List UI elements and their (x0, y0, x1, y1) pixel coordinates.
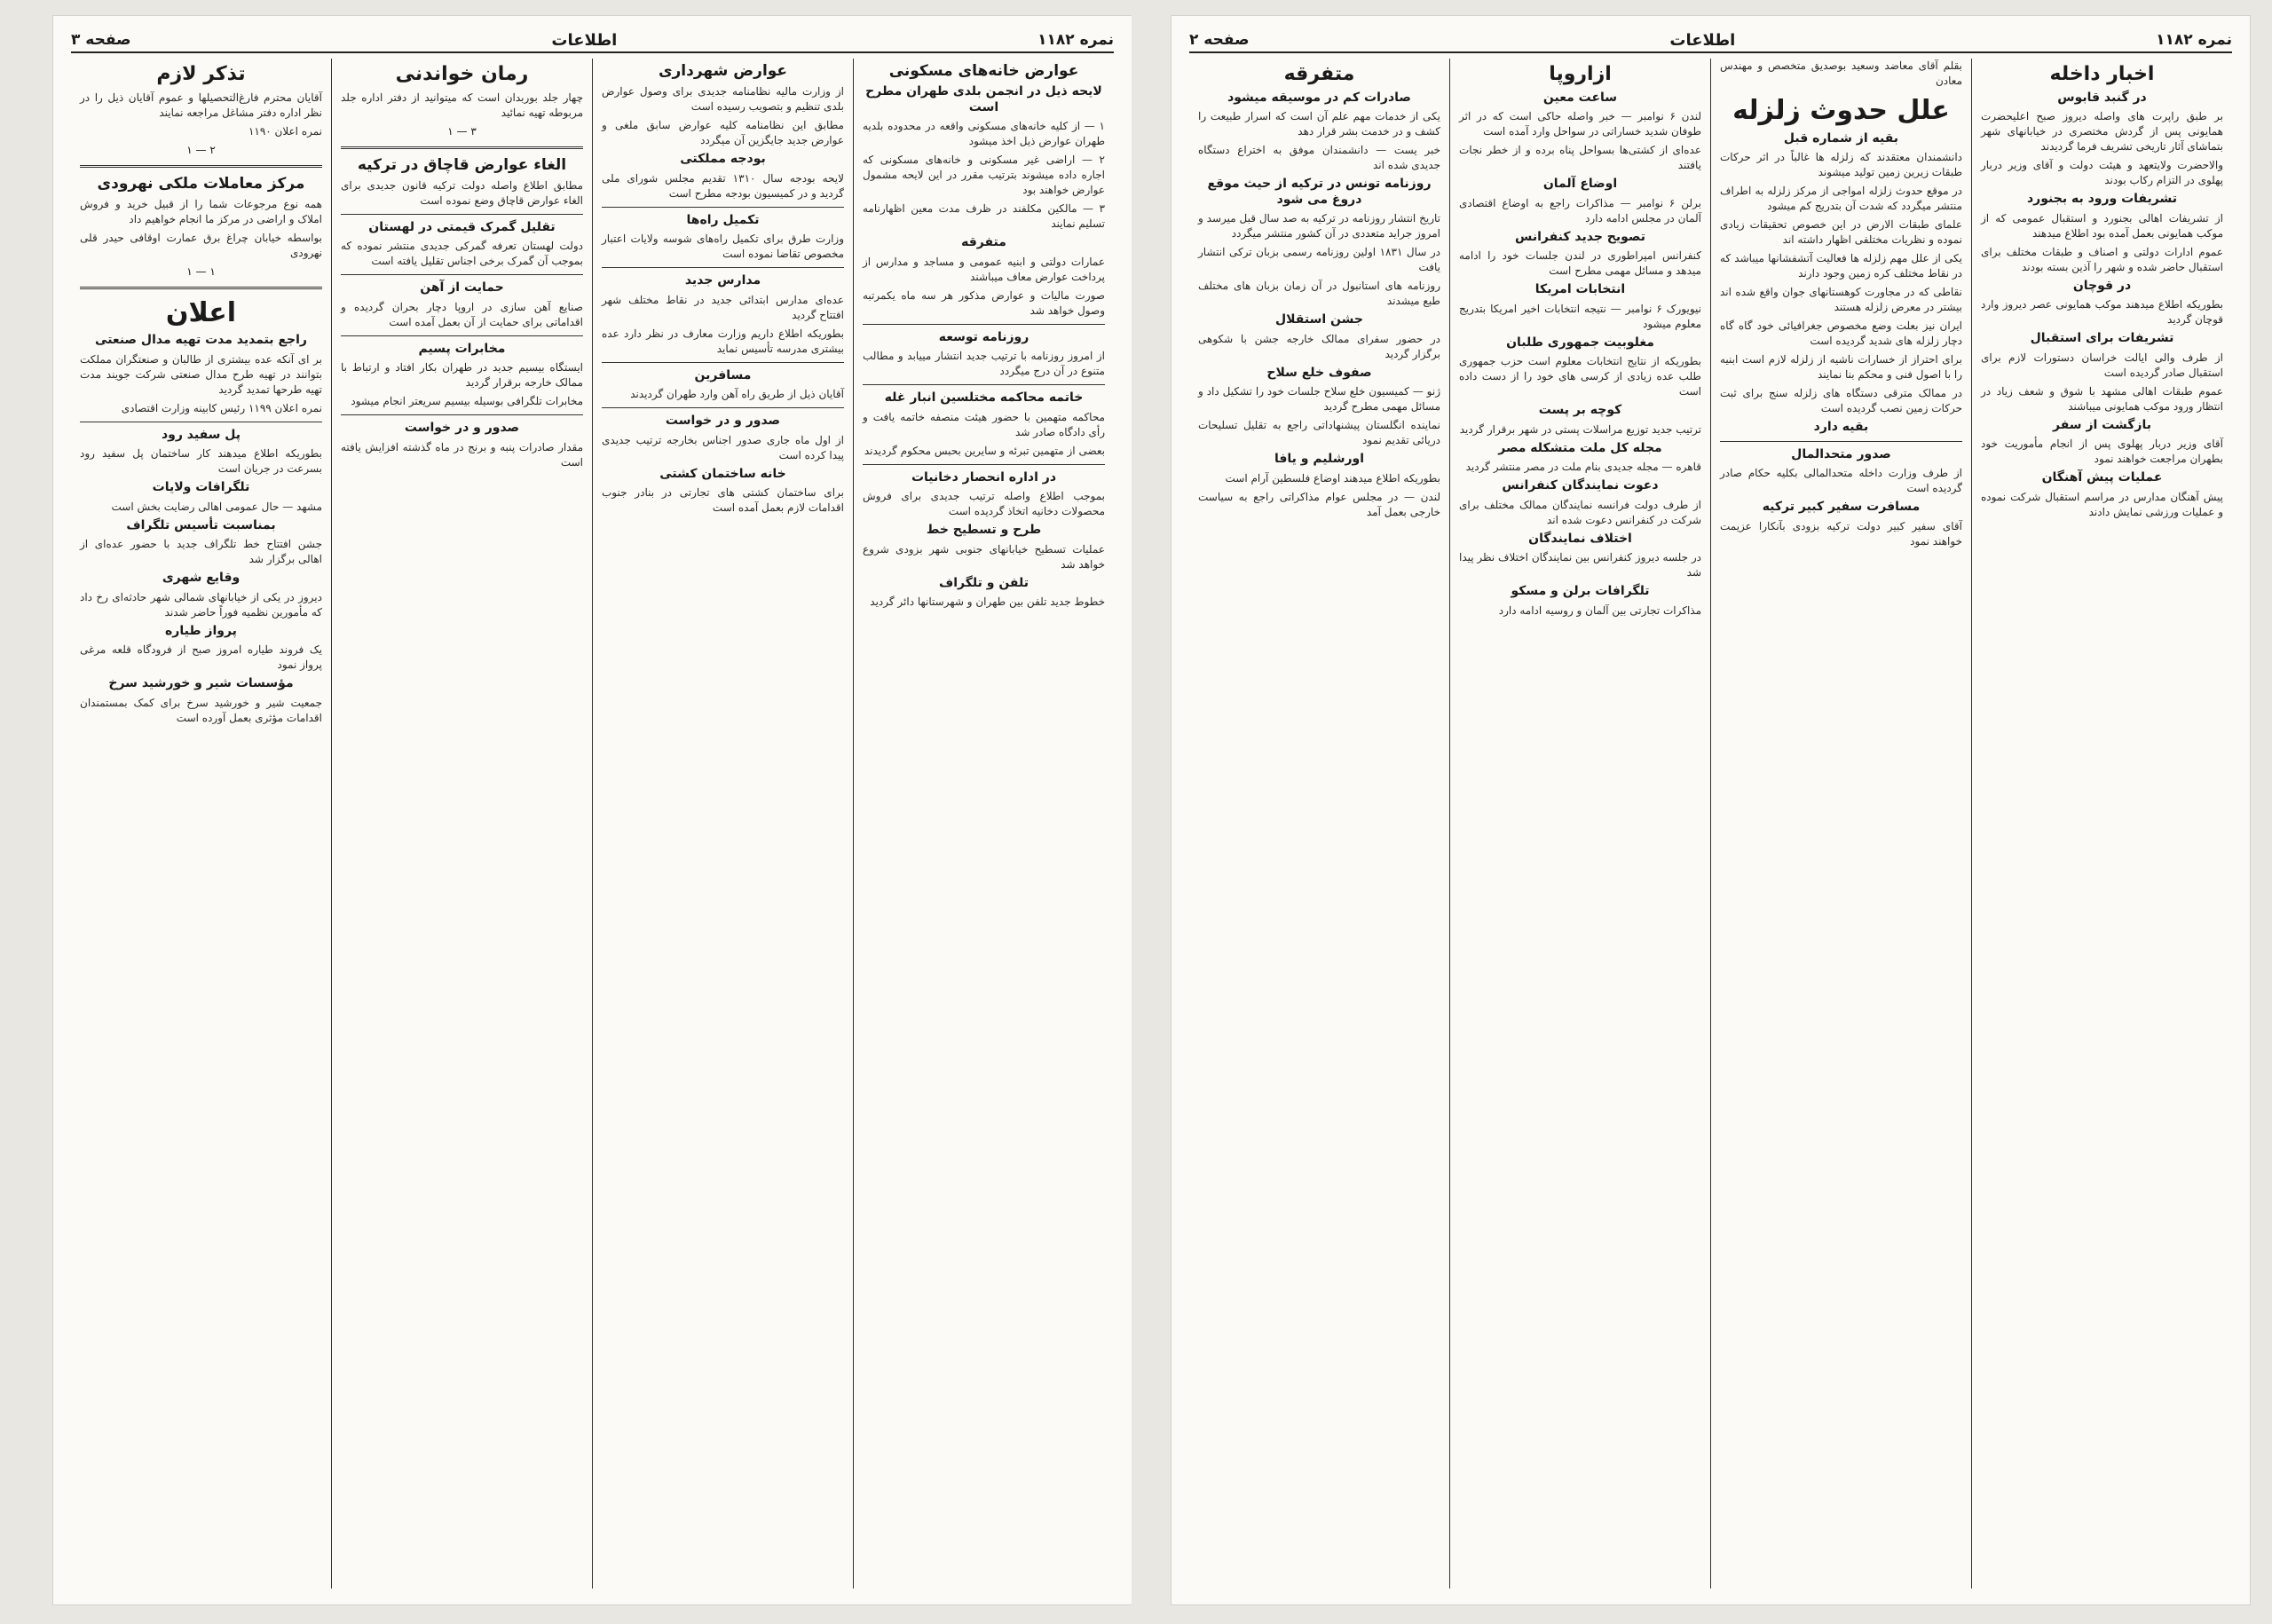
article-headline: ازاروپا (1549, 63, 1612, 85)
article-paragraph: وزارت طرق برای تکمیل راه‌های شوسه ولایات اعتبار مخصوص تقاضا نموده است (602, 233, 844, 261)
article-headline: صفوف خلع سلاح (1266, 365, 1372, 380)
article-paragraph: بطوریکه اطلاع میدهند اوضاع فلسطین آرام است (1225, 471, 1440, 485)
article-headline: بقیه از شماره قبل (1783, 130, 1899, 146)
article-paragraph: بر ای آنکه عده بیشتری از طالبان و صنعتگران مملکت بتوانند در تهیه طرح مدال صنعتی شرکت جویند مدت تهیه طرحها تمدید گردید (80, 352, 322, 396)
column-container (71, 59, 1114, 1589)
section-divider (341, 335, 583, 336)
column (1710, 59, 1971, 1589)
article-paragraph: لندن — در مجلس عوام مذاکراتی راجع به سیاست خارجی بعمل آمد (1198, 490, 1440, 518)
issue-number: نمره ۱۱۸۲ (2156, 31, 2232, 49)
running-header (71, 28, 1114, 53)
article-headline: روزنامه تونس در ترکیه از حیث موقع دروغ می شود (1207, 177, 1432, 207)
article-headline: پل سفید رود (161, 427, 241, 442)
double-divider (80, 165, 322, 168)
article-headline: بازگشت از سفر (2053, 417, 2151, 432)
article-headline: بقیه دارد (1813, 420, 1869, 434)
article-paragraph: در موقع حدوث زلزله امواجی از مرکز زلزله به اطراف منتشر میگردد که شدت آن بتدریج کم میشود (1720, 185, 1962, 212)
section-divider (602, 362, 844, 363)
article-headline: انتخابات امریکا (1534, 282, 1626, 296)
article-paragraph: مشهد — حال عمومی اهالی رضایت بخش است (111, 500, 322, 513)
section-divider (602, 407, 844, 408)
article-headline: مؤسسات شیر و خورشید سرخ (108, 676, 294, 691)
article-paragraph: از امروز روزنامه با ترتیب جدید انتشار مییابد و مطالب متنوع در آن درج میگردد (863, 350, 1105, 378)
article-headline: تکمیل راه‌ها (686, 212, 760, 227)
article-paragraph: عمارات دولتی و ابنیه عمومی و مساجد و مدارس از پرداخت عوارض معاف میباشند (863, 255, 1105, 283)
article-headline: حمایت از آهن (420, 280, 504, 296)
column (853, 59, 1114, 1589)
page-number: صفحه ۳ (71, 31, 131, 49)
article-paragraph: بطوریکه اطلاع داریم وزارت معارف در نظر دارد عده بیشتری مدرسه تأسیس نماید (602, 327, 844, 355)
section-divider (341, 214, 583, 215)
article-paragraph: برای احتراز از خسارات ناشیه از زلزله لازم است ابنیه را با اصول فنی و محکم بنا نمایند (1720, 353, 1962, 381)
article-headline: لایحه ذیل در انجمن بلدی طهران مطرح است (865, 84, 1102, 114)
article-paragraph: جشن افتتاح خط تلگراف جدید با حضور عده‌ای از اهالی برگزار شد (80, 538, 322, 566)
newspaper-page-right (1172, 16, 2250, 1604)
article-paragraph: نقاطی که در مجاورت کوهستانهای جوان واقع شده اند بیشتر در معرض زلزله هستند (1720, 286, 1962, 313)
article-paragraph: ترتیب جدید توزیع مراسلات پستی در شهر برقرار گردید (1459, 422, 1701, 436)
masthead-title: اطلاعات (1669, 30, 1736, 50)
column-container (1189, 59, 2232, 1589)
article-paragraph: دولت لهستان تعرفه گمرکی جدیدی منتشر نموده که بموجب آن گمرک برخی اجناس تقلیل یافته است (341, 240, 583, 268)
article-paragraph: روزنامه های استانبول در آن زمان بزبان های مختلف طبع میشدند (1198, 280, 1440, 307)
article-paragraph: مذاکرات تجارتی بین آلمان و روسیه ادامه دارد (1498, 603, 1701, 617)
article-paragraph: صورت مالیات و عوارض مذکور هر سه ماه یکمرتبه وصول خواهد شد (863, 288, 1105, 317)
article-headline: خانه ساختمان کشتی (659, 466, 786, 481)
article-paragraph: کنفرانس امپراطوری در لندن جلسات خود را ادامه میدهد و مسائل مهمی مطرح است (1459, 249, 1701, 277)
article-headline: تذکر لازم (156, 63, 246, 85)
article-headline: در قوچان (2072, 278, 2132, 293)
article-paragraph: والاحضرت ولایتعهد و هیئت دولت و آقای وزیر دربار پهلوی در التزام رکاب بودند (1981, 159, 2223, 186)
column (71, 59, 331, 1589)
article-paragraph: ایستگاه بیسیم جدید در طهران بکار افتاد و ارتباط با ممالک خارجه برقرار گردید (341, 361, 583, 390)
article-headline: تلگرافات برلن و مسکو (1511, 584, 1650, 598)
article-paragraph: مطابق اطلاع واصله دولت ترکیه قانون جدیدی برای الغاء عوارض قاچاق وضع نموده است (341, 178, 583, 207)
article-headline: مسافرین (694, 367, 752, 382)
article-paragraph: نیویورک ۶ نوامبر — نتیجه انتخابات اخیر امریکا بتدریج معلوم میشود (1459, 302, 1701, 330)
article-paragraph: ژنو — کمیسیون خلع سلاح جلسات خود را تشکیل داد و مسائل مهمی مطرح گردید (1198, 385, 1440, 413)
article-paragraph: در ممالک مترقی دستگاه های زلزله سنج برای ثبت حرکات زمین نصب گردیده است (1720, 387, 1962, 414)
article-paragraph: علمای طبقات الارض در این خصوص تحقیقات زیادی نموده و نظریات مختلفی اظهار داشته اند (1720, 218, 1962, 246)
article-headline: مخابرات پسیم (418, 341, 506, 356)
article-paragraph: مقدار صادرات پنبه و برنج در ماه گذشته افزایش یافته است (341, 440, 583, 469)
section-divider (863, 384, 1105, 385)
article-headline: عملیات پیش آهنگان (2041, 470, 2163, 485)
section-divider (341, 274, 583, 275)
article-paragraph: یک فروند طیاره امروز صبح از فرودگاه قلعه مرغی پرواز نمود (80, 643, 322, 672)
column (1189, 59, 1449, 1589)
article-paragraph: چهار جلد بوربدان است که میتوانید از دفتر اداره جلد مربوطه تهیه نمائید (341, 91, 583, 119)
article-headline: رمان خواندنی (395, 63, 529, 85)
article-paragraph: از طرف دولت فرانسه نمایندگان ممالک مختلف برای شرکت در کنفرانس دعوت شده اند (1459, 498, 1701, 526)
article-headline: تشریفات ورود به بجنورد (2027, 192, 2177, 206)
article-headline: تصویح جدید کنفرانس (1515, 229, 1645, 244)
article-paragraph: آقای وزیر دربار پهلوی پس از انجام مأموریت خود بطهران مراجعت خواهند نمود (1981, 438, 2223, 465)
issue-number: نمره ۱۱۸۲ (1037, 31, 1114, 49)
article-paragraph: یکی از خدمات مهم علم آن است که اسرار طبیعت را کشف و در خدمت بشر قرار دهد (1198, 110, 1440, 138)
article-headline: تقلیل گمرک قیمتی در لهستان (368, 219, 556, 234)
article-paragraph: ۲ — اراضی غیر مسکونی و خانه‌های مسکونی که اجاره داده میشوند بترتیب مقرر در این لایحه مشمول عوارض خواهند بود (863, 154, 1105, 197)
ad-run-number: ۲ — ۱ (186, 143, 216, 156)
article-headline: صدور متحدالمال (1791, 446, 1891, 461)
article-paragraph: همه نوع مرجوعات شما را از قبیل خرید و فروش املاک و اراضی در مرکز ما انجام خواهیم داد (80, 197, 322, 225)
article-paragraph: از اول ماه جاری صدور اجناس بخارجه ترتیب جدیدی پیدا کرده است (602, 433, 844, 461)
article-headline: خاتمه محاکمه مختلسین انبار غله (884, 390, 1084, 406)
article-paragraph: آقای سفیر کبیر دولت ترکیه بزودی بآنکارا عزیمت خواهند نمود (1720, 519, 1962, 548)
article-paragraph: جمعیت شیر و خورشید سرخ برای کمک بمستمندان اقدامات مؤثری بعمل آورده است (80, 696, 322, 724)
article-paragraph: برای ساختمان کشتی های تجارتی در بنادر جنوب اقدامات لازم بعمل آمده است (602, 486, 844, 515)
article-paragraph: بر طبق راپرت های واصله دیروز صبح اعلیحضرت همایونی پس از گردش مختصری در خیابانهای شهر بتماشای آثار تاریخی تشریف فرما گردیدند (1981, 110, 2223, 153)
article-headline: بمناسبت تأسیس تلگراف (126, 517, 276, 532)
article-paragraph: لندن ۶ نوامبر — خبر واصله حاکی است که در اثر طوفان شدید خساراتی در سواحل وارد آمده است (1459, 110, 1701, 138)
article-paragraph: پیش آهنگان مدارس در مراسم استقبال شرکت نموده و عملیات ورزشی نمایش دادند (1981, 490, 2223, 518)
article-headline: متفرقه (1283, 63, 1355, 85)
article-headline: اعلان (165, 296, 237, 328)
article-headline: دعوت نمایندگان کنفرانس (1502, 478, 1659, 493)
article-paragraph: مخابرات تلگرافی بوسیله بیسیم سریعتر انجام میشود (351, 395, 583, 408)
section-divider (863, 464, 1105, 465)
article-paragraph: عموم ادارات دولتی و اصناف و طبقات مختلف برای استقبال حاضر شده و شهر را آذین بسته بودند (1981, 245, 2223, 273)
article-paragraph: بطوریکه اطلاع میدهند موکب همایونی عصر دیروز وارد قوچان گردید (1981, 298, 2223, 326)
article-paragraph: از تشریفات اهالی بجنورد و استقبال عمومی که از موکب همایونی بعمل آمده بود اطلاع میدهند (1981, 211, 2223, 240)
article-paragraph: خبر یست — دانشمندان موفق به اختراع دستگاه جدیدی شده اند (1198, 144, 1440, 171)
article-paragraph: قاهره — مجله جدیدی بنام ملت در مصر منتشر گردید (1465, 461, 1701, 473)
article-headline: طرح و تسطیح خط (926, 523, 1042, 538)
article-headline: اختلاف نمایندگان (1528, 531, 1632, 546)
article-headline: کوچه بر پست (1538, 403, 1622, 417)
article-paragraph: خطوط جدید تلفن بین طهران و شهرستانها دائر گردید (870, 595, 1105, 609)
article-headline: در گنبد قابوس (2057, 90, 2147, 105)
article-paragraph: ۱ — از کلیه خانه‌های مسکونی واقعه در محدوده بلدیه طهران عوارض ذیل اخذ میشود (863, 120, 1105, 148)
article-headline: اورشلیم و یافا (1274, 452, 1365, 466)
article-headline: متفرقه (961, 235, 1006, 250)
ad-run-number: ۳ — ۱ (447, 124, 477, 138)
article-paragraph: لایحه بودجه سال ۱۳۱۰ تقدیم مجلس شورای ملی گردید و در کمیسیون بودجه مطرح است (602, 171, 844, 200)
article-headline: ساعت معین (1542, 90, 1618, 105)
article-headline: مدارس جدید (684, 273, 761, 288)
masthead-title: اطلاعات (551, 30, 618, 50)
article-headline: مسافرت سفیر کبیر ترکیه (1762, 500, 1921, 514)
article-paragraph: عده‌ای مدارس ابتدائی جدید در نقاط مختلف شهر افتتاح گردید (602, 293, 844, 321)
article-headline: روزنامه توسعه (938, 329, 1030, 344)
article-headline: اخبار داخله (2049, 63, 2155, 85)
double-divider (341, 146, 583, 149)
article-headline: بودجه مملکتی (680, 152, 766, 167)
article-headline: صدور و در خواست (404, 421, 520, 436)
section-divider (602, 267, 844, 268)
article-paragraph: از طرف وزارت داخله متحدالمالی بکلیه حکام صادر گردیده است (1720, 467, 1962, 494)
page-gutter (1132, 0, 1172, 1624)
article-paragraph: بطوریکه اطلاع میدهند کار ساختمان پل سفید رود بسرعت در جریان است (80, 447, 322, 476)
column (1971, 59, 2232, 1589)
article-headline: عوارض شهرداری (658, 62, 788, 80)
article-paragraph: از وزارت مالیه نظامنامه جدیدی برای وصول عوارض بلدی تنظیم و بتصویب رسیده است (602, 85, 844, 114)
column (592, 59, 853, 1589)
article-paragraph: دانشمندان معتقدند که زلزله ها غالباً در اثر حرکات طبقات زیرین زمین تولید میشوند (1720, 151, 1962, 178)
article-headline: پرواز طیاره (165, 623, 237, 638)
article-headline: تلگرافات ولایات (152, 480, 250, 495)
article-headline: راجع بتمدید مدت تهیه مدال صنعتی (95, 333, 307, 348)
article-headline: مجله کل ملت متشکله مصر (1498, 440, 1662, 455)
article-paragraph: نمره اعلان ۱۱۹۰ (248, 124, 322, 138)
article-headline: جشن استقلال (1275, 312, 1363, 327)
article-paragraph: بقلم آقای معاضد وسعید بوصدیق متخصص و مهندس معادن (1720, 59, 1962, 87)
article-paragraph: دیروز در یکی از خیابانهای شمالی شهر حادثه‌ای رخ داد که مأمورین نظمیه فوراً حاضر شدند (80, 590, 322, 619)
article-paragraph: بطوریکه از نتایج انتخابات معلوم است حزب جمهوری طلب عده زیادی از کرسی های خود را از دست داده است (1459, 355, 1701, 398)
section-divider (341, 414, 583, 415)
double-divider (80, 287, 322, 289)
running-header (1189, 28, 2232, 53)
article-headline: تشریفات برای استقبال (2030, 331, 2174, 345)
article-paragraph: تاریخ انتشار روزنامه در ترکیه به صد سال قبل میرسد و امروز جراید متعددی در آن کشور منتشر میگردد (1198, 212, 1440, 240)
article-paragraph: یکی از علل مهم زلزله ها فعالیت آتشفشانها میباشد که در نقاط مختلف کره زمین وجود دارند (1720, 252, 1962, 280)
article-paragraph: در جلسه دیروز کنفرانس بین نمایندگان اختلاف نظر پیدا شد (1459, 551, 1701, 579)
article-paragraph: عموم طبقات اهالی مشهد با شوق و شعف زیاد در انتظار ورود موکب همایونی میباشند (1981, 384, 2223, 413)
article-paragraph: در سال ۱۸۳۱ اولین روزنامه رسمی بزبان ترکی انتشار یافت (1198, 246, 1441, 273)
article-headline: الغاء عوارض قاچاق در ترکیه (357, 155, 567, 174)
article-headline: مرکز معاملات ملکی نهرودی (97, 174, 305, 193)
section-divider (863, 324, 1105, 325)
article-paragraph: بموجب اطلاع واصله ترتیب جدیدی برای فروش محصولات دخانیه اتخاذ گردیده است (863, 490, 1105, 518)
article-headline: اوضاع آلمان (1542, 177, 1618, 191)
article-paragraph: از طرف والی ایالت خراسان دستورات لازم برای استقبال صادر گردیده است (1981, 351, 2223, 379)
article-headline: صادرات کم در موسیقه میشود (1227, 90, 1411, 105)
article-headline: وقایع شهری (162, 571, 241, 586)
article-paragraph: ایران نیز بعلت وضع مخصوص جغرافیائی خود گاه گاه دچار زلزله های شدید گردیده است (1720, 319, 1962, 347)
article-paragraph: برلن ۶ نوامبر — مذاکرات راجع به اوضاع اقتصادی آلمان در مجلس ادامه دارد (1459, 196, 1701, 225)
article-paragraph: عده‌ای از کشتی‌ها بسواحل پناه برده و از خطر نجات یافتند (1459, 144, 1701, 171)
article-paragraph: محاکمه متهمین با حضور هیئت منصفه خاتمه یافت و رأی دادگاه صادر شد (863, 410, 1105, 438)
column (1449, 59, 1710, 1589)
ad-run-number: ۱ — ۱ (186, 264, 216, 278)
article-paragraph: آقایان ذیل از طریق راه آهن وارد طهران گردیدند (630, 388, 844, 401)
section-divider (602, 207, 844, 208)
newspaper-page-left (53, 16, 1132, 1604)
article-paragraph: مطابق این نظامنامه کلیه عوارض سابق ملغی و عوارض جدید جایگزین آن میگردد (602, 119, 844, 147)
section-divider (1720, 441, 1962, 442)
article-paragraph: نماینده انگلستان پیشنهاداتی راجع به تقلیل تسلیحات دریائی تقدیم نمود (1198, 419, 1440, 446)
page-number: صفحه ۲ (1189, 31, 1250, 49)
article-headline: مغلوبیت جمهوری طلبان (1506, 335, 1654, 350)
article-paragraph: بعضی از متهمین تبرئه و سایرین بحبس محکوم گردیدند (864, 444, 1105, 457)
column (331, 59, 592, 1589)
article-paragraph: عملیات تسطیح خیابانهای جنوبی شهر بزودی شروع خواهد شد (863, 542, 1105, 571)
article-paragraph: صنایع آهن سازی در اروپا دچار بحران گردیده و اقداماتی برای حمایت از آن بعمل آمده است (341, 300, 583, 328)
article-headline: صدور و در خواست (665, 414, 781, 429)
article-paragraph: بواسطه خیابان چراغ برق عمارت اوقافی حیدر قلی نهرودی (80, 231, 322, 259)
article-headline: علل حدوث زلزله (1732, 95, 1950, 126)
article-paragraph: ۳ — مالکین مکلفند در ظرف مدت معین اظهارنامه تسلیم نمایند (863, 202, 1105, 231)
article-paragraph: در حضور سفرای ممالک خارجه جشن با شکوهی برگزار گردید (1198, 332, 1440, 360)
article-headline: در اداره انحصار دخانیات (911, 469, 1057, 485)
article-paragraph: آقایان محترم فارغ‌التحصیلها و عموم آقایان ذیل را در نظر اداره دفتر مشاغل مراجعه نمایند (80, 91, 322, 119)
article-headline: تلفن و تلگراف (939, 575, 1029, 590)
article-headline: عوارض خانه‌های مسکونی (888, 62, 1079, 80)
article-paragraph: نمره اعلان ۱۱۹۹ رئیس کابینه وزارت اقتصادی (121, 401, 322, 414)
